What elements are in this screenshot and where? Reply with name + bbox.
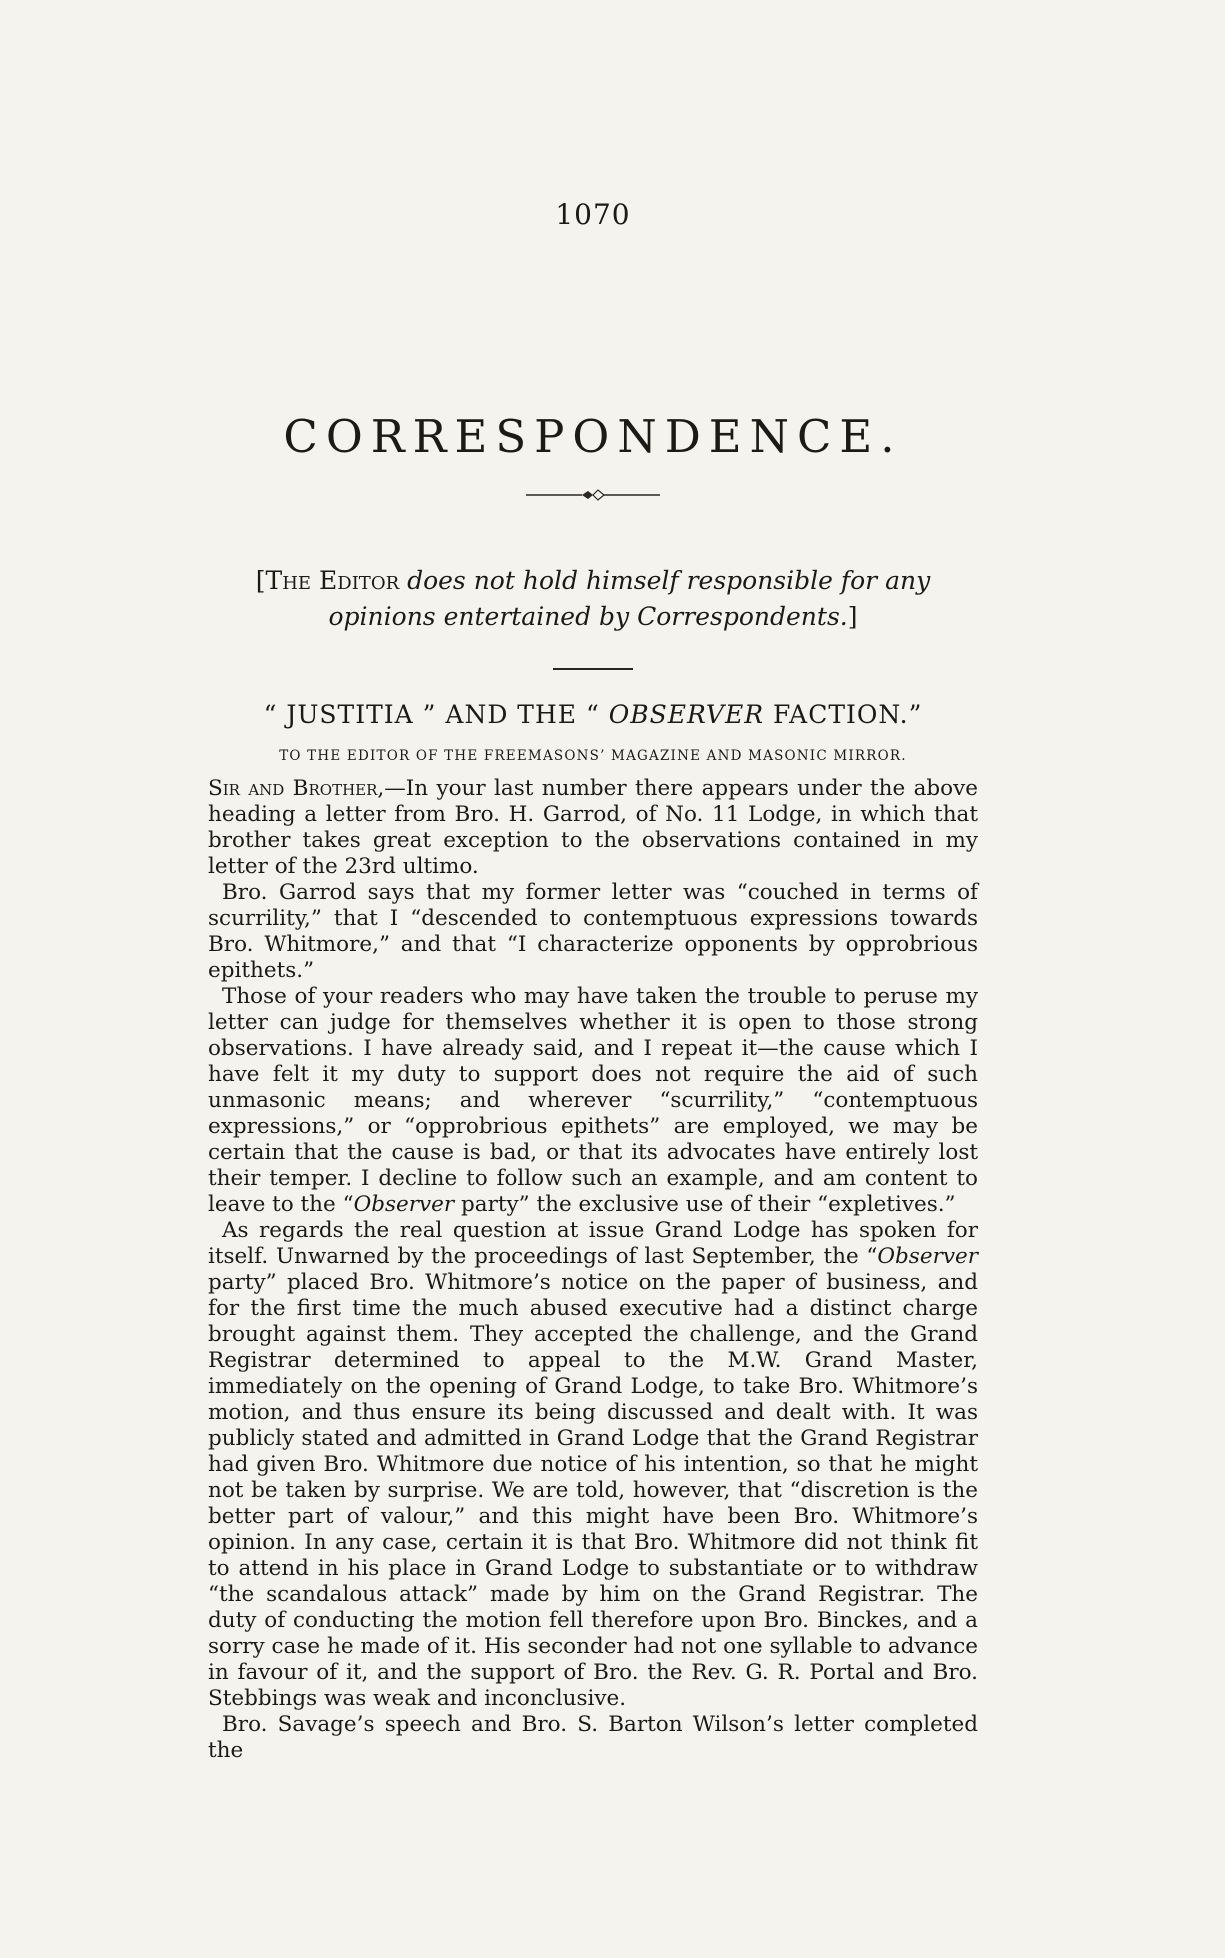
paragraph-2: Bro. Garrod says that my former letter was “couched in terms of scurrility,” that I “descended to contemptuous expressions towards Bro. Whitmore,” and that “I characterize opponents by opprobrious epithets.” — [208, 880, 978, 983]
disclaimer-open-bracket: [ — [255, 566, 266, 595]
letter-heading-part1: “ JUSTITIA ” AND THE “ — [263, 700, 600, 729]
paragraph-5: Bro. Savage’s speech and Bro. S. Barton Wilson’s letter completed the — [208, 1712, 978, 1763]
paragraph-4-text-b: party” placed Bro. Whitmore’s notice on the paper of business, and for the first time the much abused executive had a distinct charge brought against them. They accepted the challenge, and the Grand Registrar determined to appeal to the M.W. Grand Master, immediately on the opening of Grand Lodge, to take Bro. Whitmore’s motion, and thus ensure its being discussed and dealt with. It was publicly stated and admitted in Grand Lodge that the Grand Registrar had given Bro. Whitmore due notice of his intention, so that he might not be taken by surprise. We are told, however, that “discretion is the better part of valour,” and this might have been Bro. Whitmore’s opinion. In any case, certain it is that Bro. Whitmore did not think fit to attend in his place in Grand Lodge to substantiate or to withdraw “the scandalous attack” made by him on the Grand Registrar. The duty of conducting the motion fell therefore upon Bro. Binckes, and a sorry case he made of it. His seconder had not one syllable to advance in favour of it, and the support of Bro. the Rev. G. R. Portal and Bro. Stebbings was weak and inconclusive. — [208, 1270, 978, 1711]
salutation: Sir and Brother, — [208, 776, 385, 801]
page-number: 1070 — [555, 198, 631, 231]
ornament-divider-icon — [526, 488, 660, 502]
paragraph-3-text-a: Those of your readers who may have taken the trouble to peruse my letter can judge for themselves whether it is open to those strong observations. I have already said, and I repeat it—the cause which I have felt it my duty to support does not require the aid of such unmasonic means; and wherever “scurrility,” “contemptuous expressions,” or “opprobrious epithets” are employed, we may be certain that the cause is bad, or that its advocates have entirely lost their temper. I decline to follow such an example, and am content to leave to the “ — [208, 984, 978, 1217]
paragraph-1-text: —In your last number there appears under the above heading a letter from Bro. H. Garrod, of No. 11 Lodge, in which that brother takes great exception to the observations contained in my letter of the 23rd ultimo. — [208, 776, 979, 879]
paragraph-3-italic: Observer — [353, 1192, 455, 1217]
paragraph-3-text-b: party” the exclusive use of their “expletives.” — [454, 1192, 956, 1217]
document-page — [208, 0, 978, 1958]
paragraph-4 — [208, 1218, 978, 1712]
short-divider — [553, 668, 633, 670]
letter-body — [208, 776, 978, 1764]
paragraph-1 — [208, 776, 978, 880]
disclaimer-the: The — [265, 566, 312, 595]
paragraph-3 — [208, 984, 978, 1218]
letter-addressee: TO THE EDITOR OF THE FREEMASONS’ MAGAZINE AND MASONIC MIRROR. — [279, 748, 907, 764]
paragraph-4-text-a: As regards the real question at issue Grand Lodge has spoken for itself. Unwarned by the proceedings of last September, the “ — [208, 1218, 978, 1269]
letter-heading-italic: OBSERVER — [608, 700, 765, 729]
disclaimer-close-bracket: ] — [847, 602, 858, 631]
paragraph-4-italic: Observer — [877, 1244, 978, 1269]
letter-heading-part2: FACTION.” — [772, 700, 923, 729]
letter-heading — [208, 700, 978, 729]
disclaimer-editor: Editor — [319, 566, 400, 595]
disclaimer-text: does not hold himself responsible for any opinions entertained by Correspondents. — [328, 566, 931, 631]
editor-disclaimer — [228, 563, 958, 635]
section-title: CORRESPONDENCE. — [283, 410, 903, 464]
